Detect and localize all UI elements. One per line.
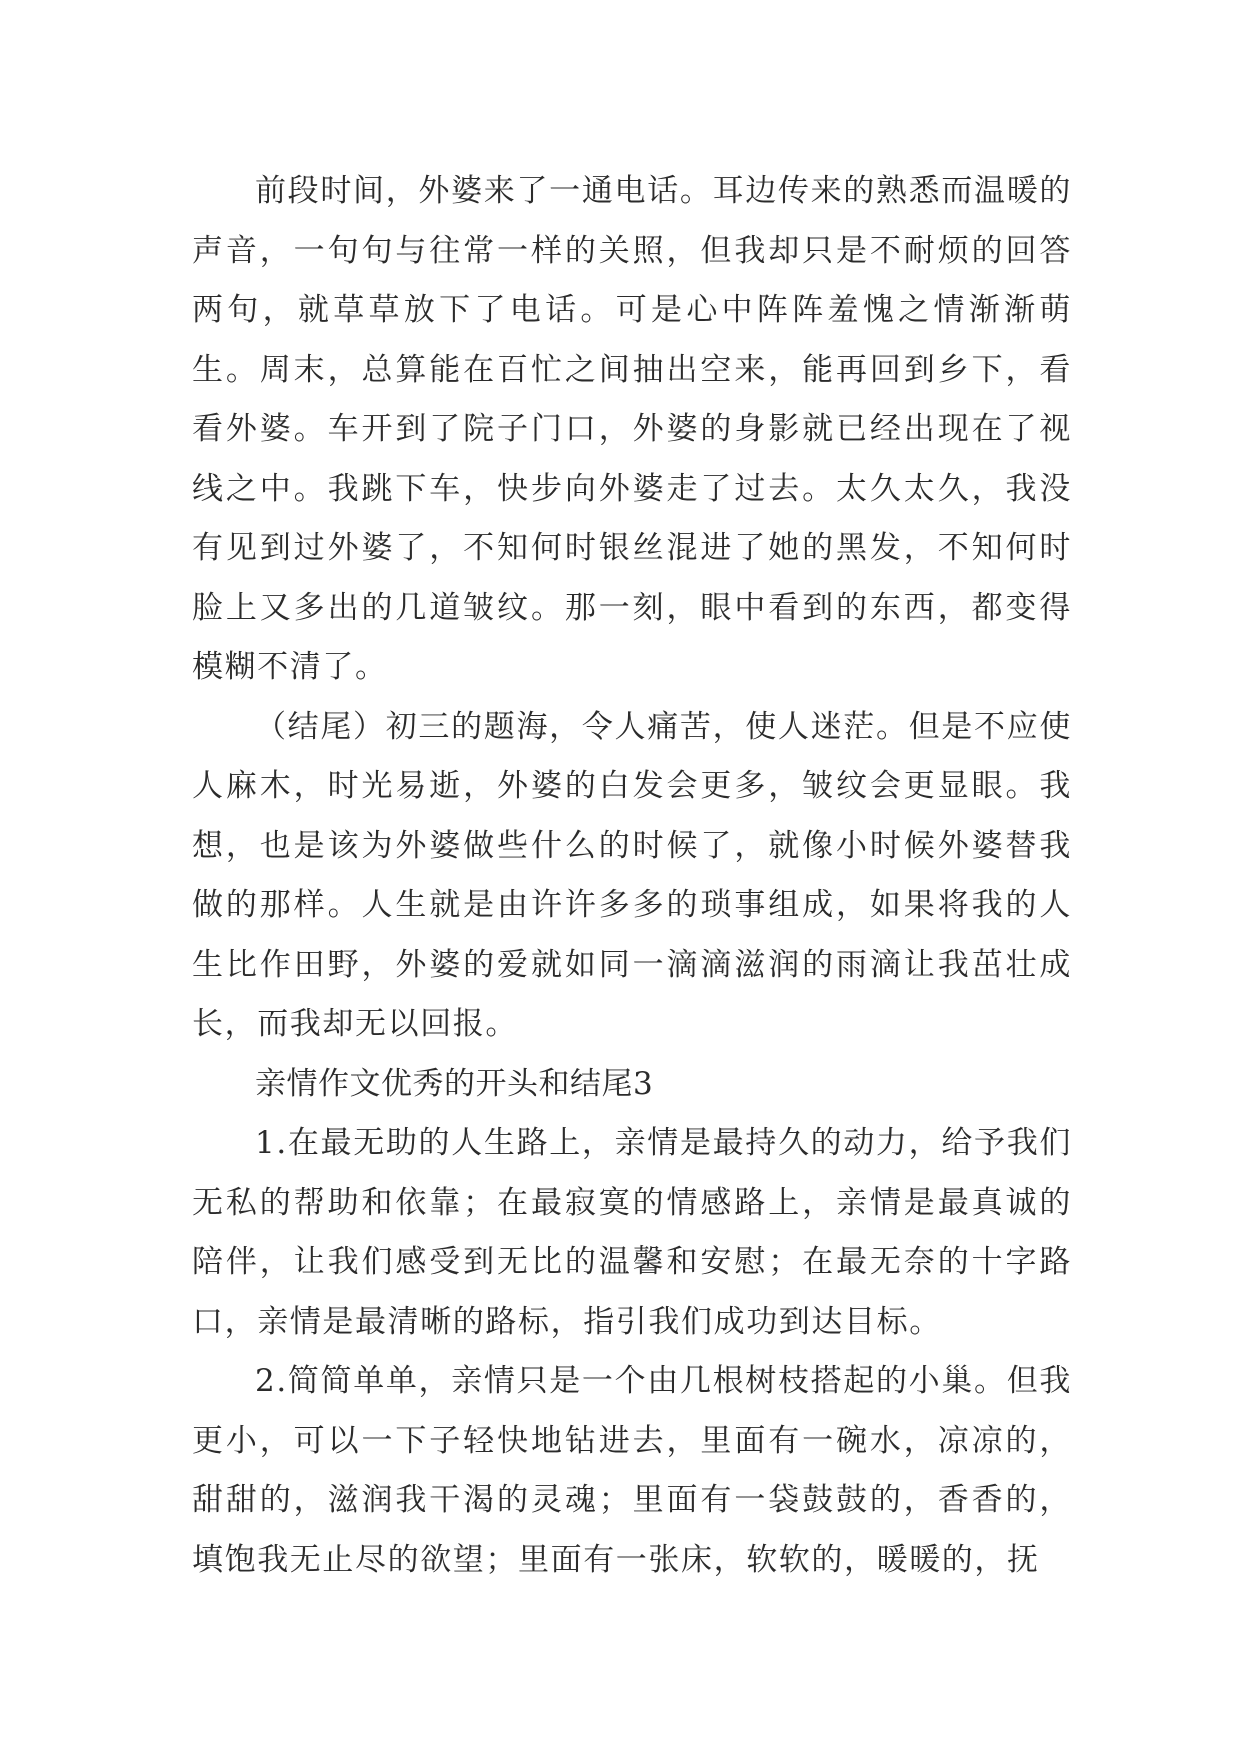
paragraph-visit-grandmother: 前段时间，外婆来了一通电话。耳边传来的熟悉而温暖的声音，一句句与往常一样的关照，但我却只是不耐烦的回答两句，就草草放下了电话。可是心中阵阵羞愧之情渐渐萌生。周末，总算能在百忙之间抽出空来，能再回到乡下，看看外婆。车开到了院子门口，外婆的身影就已经出现在了视线之中。我跳下车，快步向外婆走了过去。太久太久，我没有见到过外婆了，不知何时银丝混进了她的黑发，不知何时脸上又多出的几道皱纹。那一刻，眼中看到的东西，都变得模糊不清了。	[192, 173, 1072, 685]
section-heading: 亲情作文优秀的开头和结尾3	[255, 1065, 654, 1102]
list-item-2: 2.简简单单，亲情只是一个由几根树枝搭起的小巢。但我更小，可以一下子轻快地钻进去，里面有一碗水，凉凉的，甜甜的，滋润我干渴的灵魂；里面有一袋鼓鼓的，香香的，填饱我无止尽的欲望；里面有一张床，软软的，暖暖的，抚	[192, 1363, 1072, 1578]
paragraph-ending: （结尾）初三的题海，令人痛苦，使人迷茫。但是不应使人麻木，时光易逝，外婆的白发会更多，皱纹会更显眼。我想，也是该为外婆做些什么的时候了，就像小时候外婆替我做的那样。人生就是由许许多多的琐事组成，如果将我的人生比作田野，外婆的爱就如同一滴滴滋润的雨滴让我茁壮成长，而我却无以回报。	[192, 708, 1072, 1042]
document-body	[192, 162, 1072, 1590]
list-item-1: 1.在最无助的人生路上，亲情是最持久的动力，给予我们无私的帮助和依靠；在最寂寞的情感路上，亲情是最真诚的陪伴，让我们感受到无比的温馨和安慰；在最无奈的十字路口，亲情是最清晰的路标，指引我们成功到达目标。	[192, 1125, 1072, 1340]
